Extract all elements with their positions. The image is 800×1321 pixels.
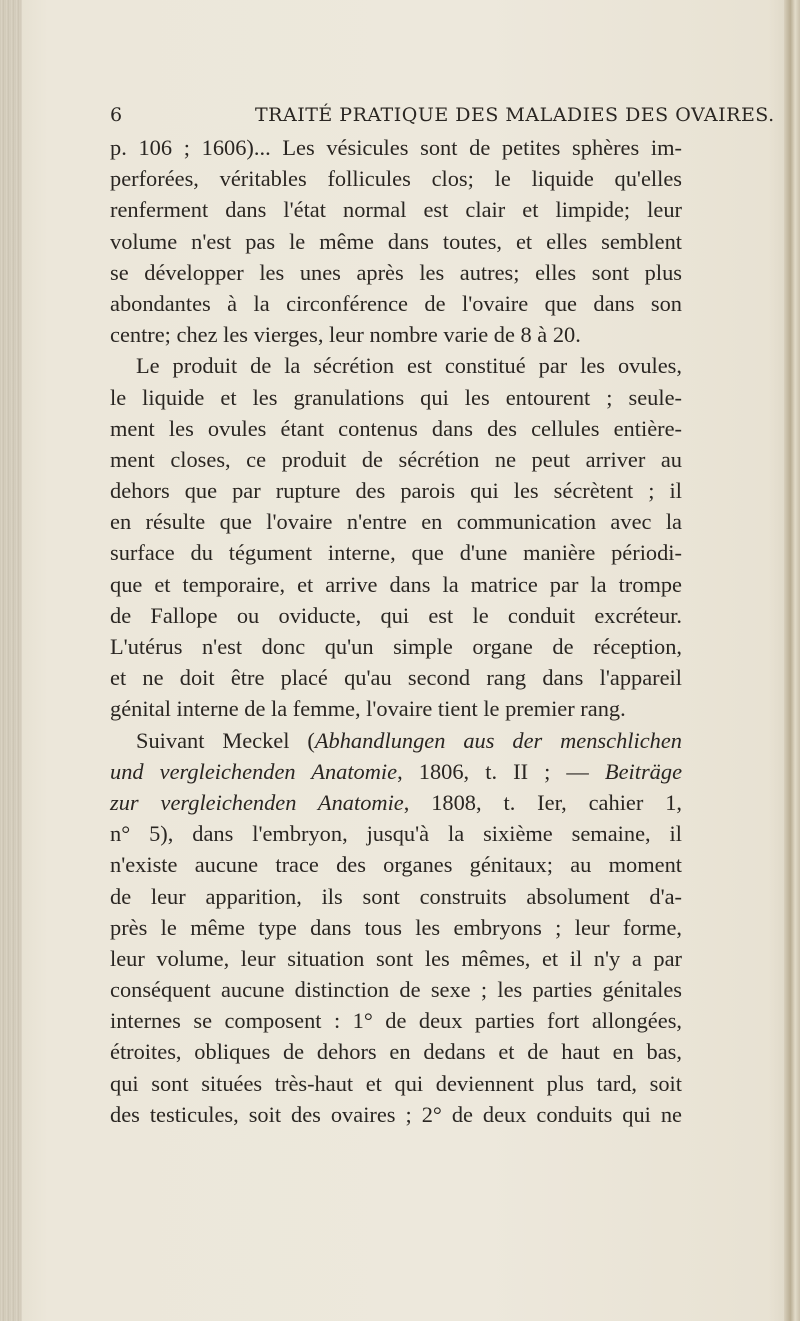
text-line [110,756,682,787]
text-line: centre; chez les vierges, leur nombre varie de 8 à 20. [110,322,581,348]
text-line: leur volume, leur situation sont les mêmes, et il n'y a par [110,945,682,971]
text-line: surface du tégument interne, que d'une manière périodi- [110,540,682,566]
text-line: de Fallope ou oviducte, qui est le conduit excréteur. [110,602,682,628]
citation-title: Abhandlungen aus der menschlichen [314,727,682,753]
running-title: TRAITÉ PRATIQUE DES MALADIES DES OVAIRES. [255,104,775,126]
text-line: p. 106 ; 1606)... Les vésicules sont de petites sphères im- [110,135,682,160]
page-number: 6 [110,104,123,126]
text-line: Le produit de la sécrétion est constitué par les ovules, [136,353,682,379]
text-line: ment closes, ce produit de sécrétion ne peut arriver au [110,446,682,472]
text-line: renferment dans l'état normal est clair et limpide; leur [110,197,682,223]
text-line: génital interne de la femme, l'ovaire tient le premier rang. [110,696,626,722]
text-run: Suivant Meckel ( [136,727,315,753]
text-line: qui sont situées très-haut et qui deviennent plus tard, soit [110,1070,682,1096]
text-line: n'existe aucune trace des organes génitaux; au moment [110,852,682,878]
text-line: étroites, obliques de dehors en dedans et de haut en bas, [110,1039,682,1065]
text-line: internes se composent : 1° de deux parties fort allongées, [110,1008,682,1034]
text-line: conséquent aucune distinction de sexe ; les parties génitales [110,977,682,1003]
text-line: dehors que par rupture des parois qui les sécrètent ; il [110,478,682,504]
text-line: des testicules, soit des ovaires ; 2° de deux conduits qui ne [110,1101,682,1127]
text-line: abondantes à la circonférence de l'ovaire que dans son [110,290,682,316]
text-line: se développer les unes après les autres; elles sont plus [110,259,682,285]
text-line: n° 5), dans l'embryon, jusqu'à la sixième semaine, il [110,821,682,847]
text-line: L'utérus n'est donc qu'un simple organe de réception, [110,634,682,659]
page-edge [784,0,800,1321]
text-line: en résulte que l'ovaire n'entre en communication avec la [110,509,682,535]
citation-title: Beiträge [604,758,683,784]
citation-title: und vergleichenden Anatomie [110,758,398,784]
text-run: , 1806, t. II ; — [397,758,605,784]
body-text [110,132,682,1130]
text-line: que et temporaire, et arrive dans la matrice par la trompe [110,571,682,597]
text-line: près le même type dans tous les embryons ; leur forme, [110,914,682,940]
text-line: le liquide et les granulations qui les entourent ; seule- [110,384,682,410]
text-run: , 1808, t. Ier, cahier 1, [403,789,682,815]
binding-edge [0,0,22,1321]
text-line: et ne doit être placé qu'au second rang dans l'appareil [110,665,682,691]
text-line: volume n'est pas le même dans toutes, et elles semblent [110,228,682,254]
text-line: ment les ovules étant contenus dans des cellules entière- [110,415,682,441]
citation-title: zur vergleichenden Anatomie [110,789,404,815]
text-line: de leur apparition, ils sont construits absolument d'a- [110,883,682,909]
text-line [110,725,682,756]
text-line: perforées, véritables follicules clos; le liquide qu'elles [110,166,682,192]
running-header [110,104,775,132]
text-line [110,787,682,818]
